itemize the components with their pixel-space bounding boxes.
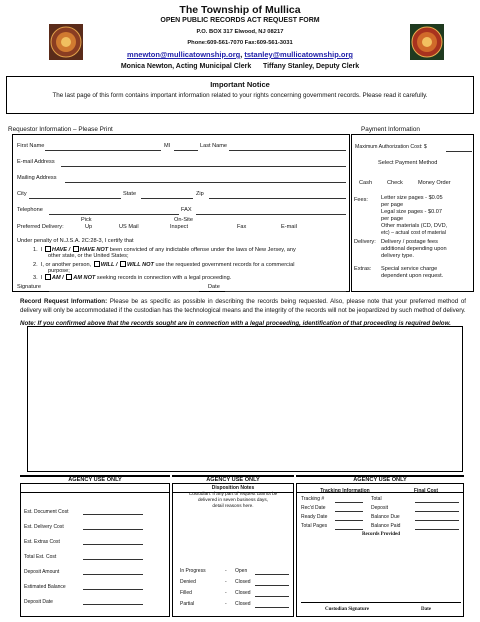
delivery-line-3: delivery type. xyxy=(381,253,414,259)
tracking-field[interactable] xyxy=(335,529,363,530)
po-box: P.O. BOX 317 Elwood, NJ 08217 xyxy=(196,29,284,35)
state-label: State xyxy=(123,191,137,197)
telephone-label: Telephone xyxy=(17,207,43,213)
item-3-i: I xyxy=(40,275,43,281)
notice-title: Important Notice xyxy=(210,80,270,89)
status-label: In Progress xyxy=(180,568,206,574)
have-label: HAVE / xyxy=(51,247,71,253)
preferred-delivery-label: Preferred Delivery: xyxy=(17,224,64,230)
have-checkbox[interactable] xyxy=(45,246,51,252)
email-separator: , xyxy=(240,50,245,59)
status-value: Closed xyxy=(235,579,251,585)
final-cost-field[interactable] xyxy=(415,502,459,503)
clerk-names xyxy=(0,63,480,70)
status-field[interactable] xyxy=(255,585,289,586)
fees-line-5: Other materials (CD, DVD, xyxy=(381,223,448,229)
disposition-line-2: delivered in seven business days, xyxy=(197,497,269,502)
records-provided-label: Records Provided xyxy=(361,532,401,537)
first-name-field[interactable] xyxy=(45,150,161,151)
fees-label: Fees: xyxy=(354,197,368,203)
will-not-checkbox[interactable] xyxy=(120,261,126,267)
form-subtitle: OPEN PUBLIC RECORDS ACT REQUEST FORM xyxy=(160,17,320,24)
acting-clerk: Monica Newton, Acting Municipal Clerk xyxy=(120,63,252,70)
date-field[interactable] xyxy=(225,291,346,292)
contact-emails xyxy=(0,50,480,59)
final-cost-label: Balance Paid xyxy=(371,523,401,529)
am-label: AM / xyxy=(51,275,64,281)
extras-line-1: Special service charge xyxy=(381,266,438,272)
delivery-line-1: Delivery / postage fees xyxy=(381,239,438,245)
requestor-section-title: Requestor Information – Please Print xyxy=(8,126,113,133)
am-checkbox[interactable] xyxy=(45,274,51,280)
delivery-fax[interactable]: Fax xyxy=(237,224,247,230)
pick-label: Pick xyxy=(81,217,92,223)
fees-line-1: Letter size pages - $0.05 xyxy=(381,195,443,201)
fees-line-2: per page xyxy=(381,202,404,208)
final-cost-field[interactable] xyxy=(415,511,459,512)
est-delivery-cost-field[interactable] xyxy=(83,529,143,530)
record-request-textarea[interactable] xyxy=(27,326,463,472)
page-title: The Township of Mullica xyxy=(179,4,301,16)
status-value: Closed xyxy=(235,590,251,596)
mailing-field[interactable] xyxy=(65,182,346,183)
est-extras-cost-label: Est. Extras Cost xyxy=(24,539,60,545)
est-extras-cost-field[interactable] xyxy=(83,544,143,545)
note-label: Note: xyxy=(20,320,36,327)
tracking-label: Total Pages xyxy=(301,523,328,529)
agency-cost-panel xyxy=(20,483,170,617)
email-link-newton[interactable]: mnewton@mullicatownship.org xyxy=(127,50,241,59)
disposition-title: Disposition Notes xyxy=(211,485,255,491)
final-cost-label: Balance Due xyxy=(371,514,400,520)
zip-field[interactable] xyxy=(209,198,346,199)
est-delivery-cost-label: Est. Delivery Cost xyxy=(24,524,64,530)
item-1-number: 1. xyxy=(33,247,38,253)
item-2-text: use the requested government records for a commercial xyxy=(155,262,295,268)
fees-line-3: Legal size pages - $0.07 xyxy=(381,209,442,215)
status-field[interactable] xyxy=(255,607,289,608)
fax-field[interactable] xyxy=(196,214,346,215)
city-field[interactable] xyxy=(29,198,121,199)
payment-money-order[interactable]: Money Order xyxy=(418,180,451,186)
payment-check[interactable]: Check xyxy=(387,180,403,186)
item-2-lead: I, or another person, xyxy=(40,262,92,268)
tracking-title: Tracking Information xyxy=(320,488,370,494)
payment-box xyxy=(351,134,474,292)
delivery-us-mail[interactable]: US Mail xyxy=(119,224,139,230)
mi-field[interactable] xyxy=(174,150,198,151)
phone-fax: Phone:609-561-7070 Fax:609-561-3031 xyxy=(187,40,293,46)
zip-label: Zip xyxy=(196,191,204,197)
status-dash: - xyxy=(225,568,227,574)
final-cost-title: Final Cost xyxy=(413,488,439,494)
record-request-text: Please be as specific as possible in describing the records being requested. Also, please note that your preferred method of delivery will only be accommodated if the custodian has the technological means and the integrity of the records will not be jeopardized by such method of delivery. xyxy=(20,298,467,314)
tracking-field[interactable] xyxy=(335,520,363,521)
tracking-label: Tracking # xyxy=(301,496,325,502)
max-authorization-label: Maximum Authorization Cost: $ xyxy=(355,144,427,150)
record-request-label: Record Request Information: xyxy=(20,298,108,305)
extras-label: Extras: xyxy=(354,266,372,272)
item-1-continuation: other state, or the United States; xyxy=(48,253,129,259)
status-dash: - xyxy=(225,601,227,607)
delivery-inspect[interactable]: Inspect xyxy=(170,224,189,230)
status-field[interactable] xyxy=(255,574,289,575)
delivery-pickup[interactable]: Up xyxy=(85,224,93,230)
will-checkbox[interactable] xyxy=(94,261,100,267)
am-not-label: AM NOT xyxy=(73,275,96,281)
est-document-cost-label: Est. Document Cost xyxy=(24,509,69,515)
status-dash: - xyxy=(225,579,227,585)
penalty-text: Under penalty of N.J.S.A. 2C:28-3, I certify that xyxy=(17,238,134,244)
final-cost-label: Deposit xyxy=(371,505,388,511)
am-not-checkbox[interactable] xyxy=(66,274,72,280)
status-label: Partial xyxy=(180,601,195,607)
status-label: Denied xyxy=(180,579,196,585)
tracking-label: Ready Date xyxy=(301,514,328,520)
deposit-date-label: Deposit Date xyxy=(24,599,53,605)
select-payment-label: Select Payment Method xyxy=(378,160,438,166)
fees-line-4: per page xyxy=(381,216,404,222)
agency-tracking-panel xyxy=(296,483,464,617)
tracking-field[interactable] xyxy=(335,502,363,503)
certification-item-3 xyxy=(33,274,231,281)
delivery-line-2: additional depending upon xyxy=(381,246,447,252)
delivery-label: Delivery: xyxy=(354,239,376,245)
city-label: City xyxy=(17,191,27,197)
custodian-signature-line[interactable] xyxy=(301,602,461,603)
agency-disposition-panel xyxy=(172,483,294,617)
mailing-label: Mailing Address xyxy=(17,175,57,181)
last-name-label: Last Name xyxy=(200,143,228,149)
deposit-amount-label: Deposit Amount xyxy=(24,569,60,575)
item-3-number: 3. xyxy=(33,275,38,281)
final-cost-label: Total xyxy=(371,496,382,502)
state-field[interactable] xyxy=(141,198,193,199)
extras-line-2: dependent upon request. xyxy=(381,273,444,279)
last-name-field[interactable] xyxy=(229,150,346,151)
first-name-label: First Name xyxy=(17,143,45,149)
date-label: Date xyxy=(208,284,220,290)
email-field[interactable] xyxy=(61,166,346,167)
custodian-signature-label: Custodian Signature xyxy=(325,607,369,612)
requestor-box xyxy=(12,134,350,292)
total-est-cost-label: Total Est. Cost xyxy=(24,554,57,560)
agency-header-middle: AGENCY USE ONLY xyxy=(172,475,294,493)
delivery-email[interactable]: E-mail xyxy=(281,224,297,230)
fax-label: FAX xyxy=(181,207,192,213)
deposit-amount-field[interactable] xyxy=(83,574,143,575)
will-label: WILL / xyxy=(100,262,118,268)
fees-line-6: etc) – actual cost of material xyxy=(381,230,446,236)
status-value: Closed xyxy=(235,601,251,607)
item-1-i: I xyxy=(40,247,43,253)
important-notice xyxy=(6,76,474,114)
deposit-date-field[interactable] xyxy=(83,604,143,605)
final-cost-field[interactable] xyxy=(415,520,459,521)
tracking-label: Rec'd Date xyxy=(301,505,326,511)
item-3-text: seeking records in connection with a legal proceeding. xyxy=(96,275,232,281)
mi-label: MI xyxy=(164,143,171,149)
agency-header-right: AGENCY USE ONLY xyxy=(296,475,464,493)
estimated-balance-field[interactable] xyxy=(83,589,143,590)
disposition-line-3: detail reasons here. xyxy=(212,503,254,508)
payment-cash[interactable]: Cash xyxy=(359,180,373,186)
status-field[interactable] xyxy=(255,596,289,597)
email-label: E-mail Address xyxy=(17,159,55,165)
telephone-field[interactable] xyxy=(49,214,179,215)
item-1-text: been convicted of any indictable offense under the laws of New Jersey, any xyxy=(109,247,296,253)
tracking-field[interactable] xyxy=(335,511,363,512)
certification-item-1 xyxy=(33,246,296,253)
total-est-cost-field[interactable] xyxy=(83,559,143,560)
item-2-continuation: purpose; xyxy=(48,268,70,274)
will-not-label: WILL NOT xyxy=(126,262,154,268)
final-cost-field[interactable] xyxy=(415,529,459,530)
signature-label: Signature xyxy=(17,284,41,290)
status-dash: - xyxy=(225,590,227,596)
max-authorization-field[interactable] xyxy=(446,151,472,152)
have-not-label: HAVE NOT xyxy=(79,247,109,253)
deputy-clerk: Tiffany Stanley, Deputy Clerk xyxy=(262,63,360,70)
estimated-balance-label: Estimated Balance xyxy=(24,584,66,590)
have-not-checkbox[interactable] xyxy=(73,246,79,252)
est-document-cost-field[interactable] xyxy=(83,514,143,515)
record-request-info xyxy=(20,297,466,328)
notice-body: The last page of this form contains important information related to your rights concerning government records. Please read it carefully. xyxy=(52,92,428,99)
certification-item-2 xyxy=(33,261,294,268)
status-value: Open xyxy=(235,568,248,574)
status-label: Filled xyxy=(180,590,192,596)
disposition-line-1: Custodian: If any part of request cannot be xyxy=(188,491,278,496)
note-text: If you confirmed above that the records sought are in connection with a legal proceeding, identification of that proceeding is required below. xyxy=(35,320,451,327)
agency-header-left: AGENCY USE ONLY xyxy=(20,475,170,493)
email-link-stanley[interactable]: tstanley@mullicatownship.org xyxy=(244,50,353,59)
signature-field[interactable] xyxy=(49,291,199,292)
onsite-label: On-Site xyxy=(174,217,193,223)
item-2-number: 2. xyxy=(33,262,38,268)
custodian-date-label: Date xyxy=(421,607,431,612)
payment-section-title: Payment Information xyxy=(361,126,420,133)
